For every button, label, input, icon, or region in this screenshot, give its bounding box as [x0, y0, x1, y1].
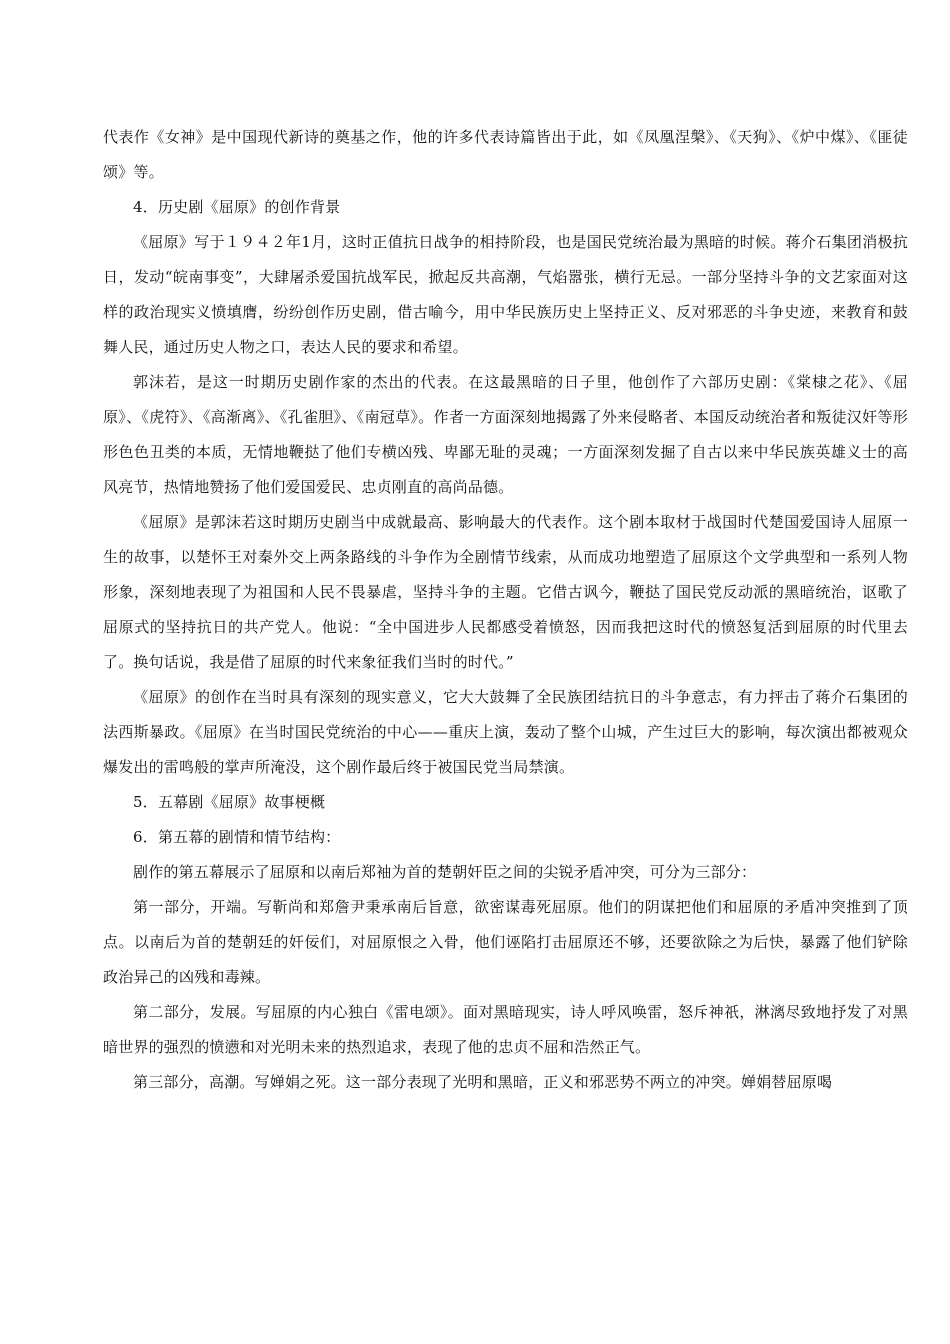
paragraph-part-one: 第一部分，开端。写靳尚和郑詹尹秉承南后旨意，欲密谋毒死屈原。他们的阴谋把他们和屈原的矛盾冲突推到了顶点。以南后为首的楚朝廷的奸佞们，对屈原恨之入骨，他们诬陷打击屈原还不够，还要欲除之为后快，暴露了他们铲除政治异己的凶残和毒辣。 [103, 898, 908, 986]
paragraph-qu-yuan-masterpiece: 《屈原》是郭沫若这时期历史剧当中成就最高、影响最大的代表作。这个剧本取材于战国时代楚国爱国诗人屈原一生的故事，以楚怀王对秦外交上两条路线的斗争作为全剧情节线索，从而成功地塑造了屈原这个文学典型和一系列人物形象，深刻地表现了为祖国和人民不畏暴虐，坚持斗争的主题。它借古讽今，鞭挞了国民党反动派的黑暗统治，讴歌了屈原式的坚持抗日的共产党人。他说：“全中国进步人民都感受着愤怒，因而我把这时代的愤怒复活到屈原的时代里去了。换句话说，我是借了屈原的时代来象征我们当时的时代。” [103, 513, 908, 671]
paragraph-background: 《屈原》写于１９４２年1月，这时正值抗日战争的相持阶段，也是国民党统治最为黑暗的时候。蒋介石集团消极抗日，发动“皖南事变”，大肆屠杀爱国抗战军民，掀起反共高潮，气焰嚣张，横行无忌。一部分坚持斗争的文艺家面对这样的政治现实义愤填膺，纷纷创作历史剧，借古喻今，用中华民族历史上坚持正义、反对邪恶的斗争史迹，来教育和鼓舞人民，通过历史人物之口，表达人民的要求和希望。 [103, 233, 908, 356]
heading-creation-background: 4．历史剧《屈原》的创作背景 [133, 198, 341, 216]
paragraph-part-two: 第二部分，发展。写屈原的内心独白《雷电颂》。面对黑暗现实，诗人呼风唤雷，怒斥神祇，淋漓尽致地抒发了对黑暗世界的强烈的愤懑和对光明未来的热烈追求，表现了他的忠贞不屈和浩然正气。 [103, 1003, 908, 1056]
paragraph-guo-moruo: 郭沫若，是这一时期历史剧作家的杰出的代表。在这最黑暗的日子里，他创作了六部历史剧：《棠棣之花》、《屈原》、《虎符》、《高渐离》、《孔雀胆》、《南冠草》。作者一方面深刻地揭露了外来侵略者、本国反动统治者和叛徒汉奸等形形色色丑类的本质，无情地鞭挞了他们专横凶残、卑鄙无耻的灵魂；一方面深刻发掘了自古以来中华民族英雄义士的高风亮节，热情地赞扬了他们爱国爱民、忠贞刚直的高尚品德。 [103, 373, 908, 496]
paragraph-act-five-intro: 剧作的第五幕展示了屈原和以南后郑袖为首的楚朝奸臣之间的尖锐矛盾冲突，可分为三部分： [133, 863, 757, 881]
document-body [103, 120, 908, 1100]
heading-act-five-structure: 6．第五幕的剧情和情节结构： [133, 828, 341, 846]
heading-story-summary: 5．五幕剧《屈原》故事梗概 [133, 793, 326, 811]
paragraph-works: 代表作《女神》是中国现代新诗的奠基之作，他的许多代表诗篇皆出于此，如《凤凰涅槃》、《天狗》、《炉中煤》、《匪徒颂》等。 [103, 128, 908, 181]
paragraph-part-three: 第三部分，高潮。写婵娟之死。这一部分表现了光明和黑暗，正义和邪恶势不两立的冲突。婵娟替屈原喝 [133, 1073, 833, 1091]
paragraph-significance: 《屈原》的创作在当时具有深刻的现实意义，它大大鼓舞了全民族团结抗日的斗争意志，有力抨击了蒋介石集团的法西斯暴政。《屈原》在当时国民党统治的中心——重庆上演，轰动了整个山城，产生过巨大的影响，每次演出都被观众爆发出的雷鸣般的掌声所淹没，这个剧作最后终于被国民党当局禁演。 [103, 688, 908, 776]
